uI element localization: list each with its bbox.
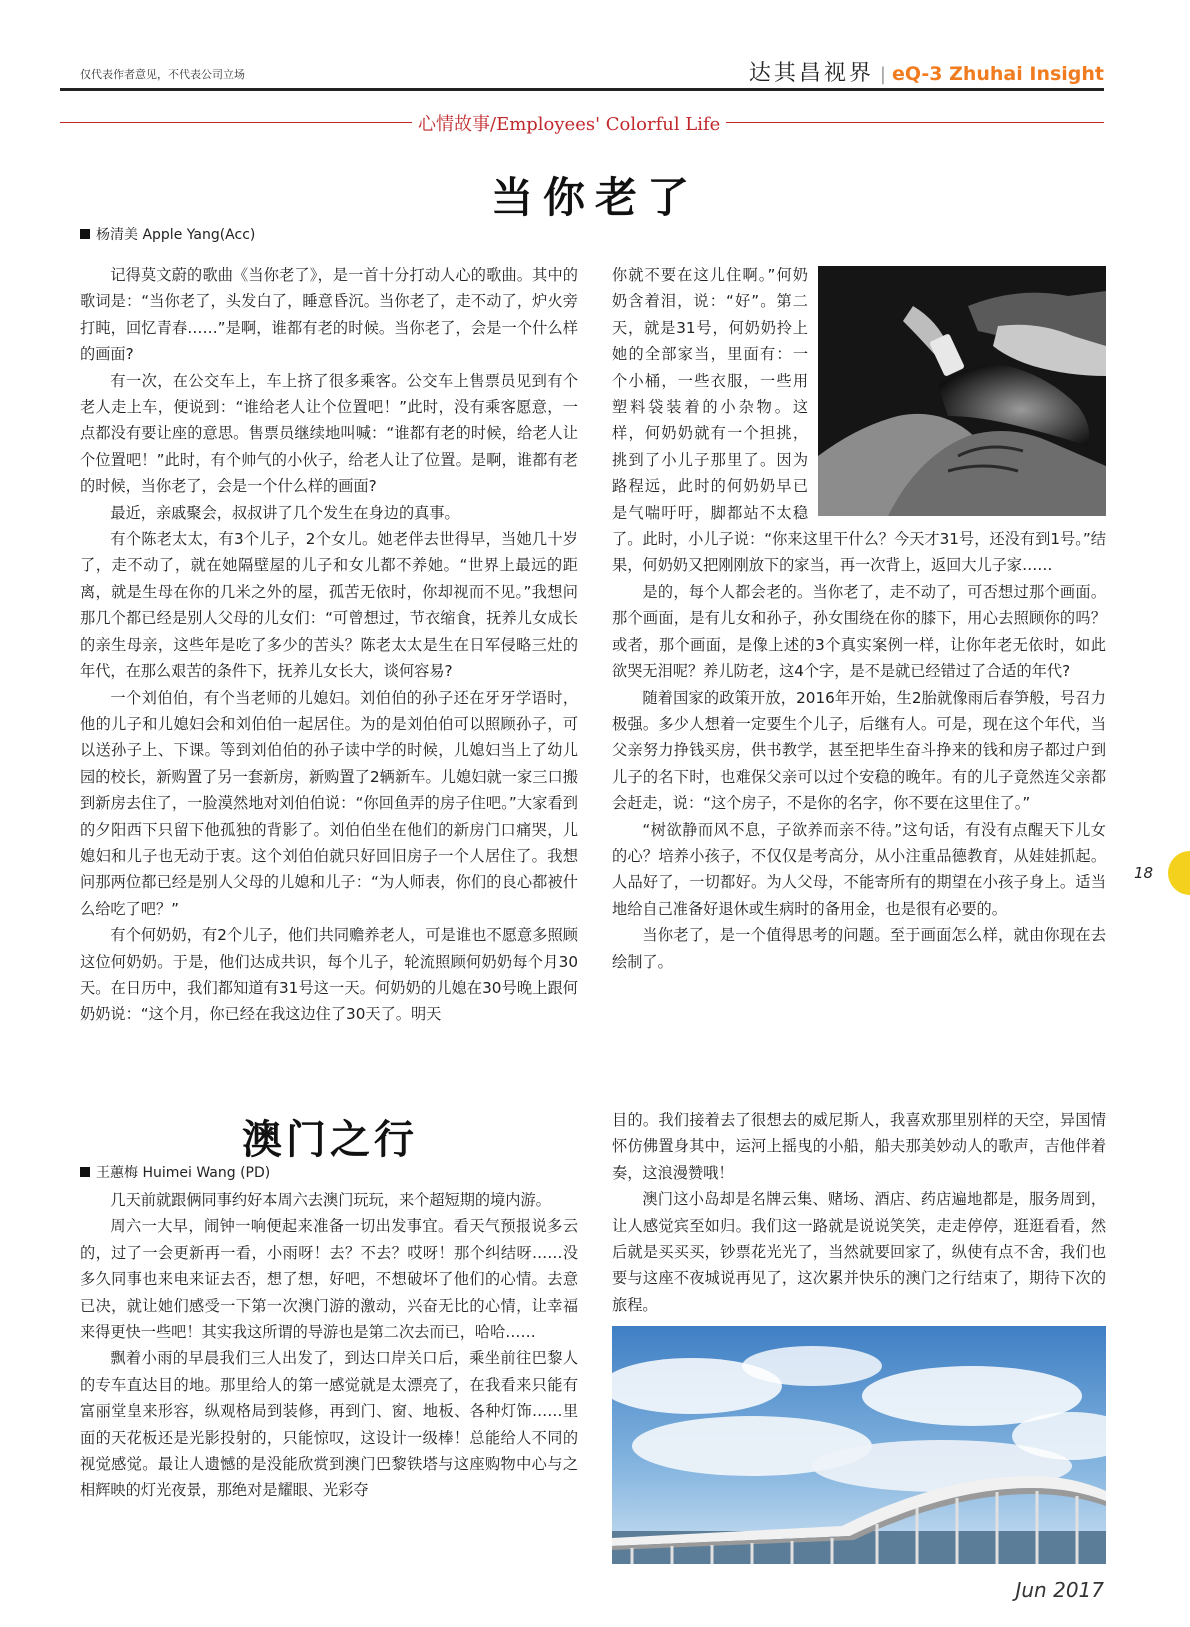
section-tag: 心情故事/Employees' Colorful Life — [412, 110, 726, 136]
square-bullet-icon — [80, 1167, 90, 1177]
paragraph: 有个陈老太太，有3个儿子，2个女儿。她老伴去世得早，当她几十岁了，走不动了，就在她隔壁屋的儿子和女儿都不养她。“世界上最远的距离，就是生母在你的几米之外的屋，孤苦无依时，你却视而不见。”我想问那几个都已经是别人父母的儿女们：“可曾想过，节衣缩食，抚养儿女成长的亲生母亲，这些年是吃了多少的苦头？陈老太太是生在日军侵略三灶的年代，在那么艰苦的条件下，抚养儿女长大，谈何容易? — [80, 530, 578, 681]
byline-text: 王蕙梅 Huimei Wang (PD) — [96, 1165, 271, 1181]
paragraph: 有个何奶奶，有2个儿子，他们共同赡养老人，可是谁也不愿意多照顾这位何奶奶。于是，他们达成共识，每个儿子，轮流照顾何奶奶每个月30天。在日历中，我们都知道有31号这一天。何奶奶的儿媳在30号晚上跟何奶奶说：“这个月，你已经在我这边住了30天了。明天 — [80, 926, 578, 1024]
article-right-column — [612, 262, 1106, 975]
paragraph-continued: 目的。我们接着去了很想去的威尼斯人，我喜欢那里别样的天空，异国情怀仿佛置身其中，运河上摇曳的小船，船夫那美妙动人的歌声，吉他伴着奏，这浪漫赞哦！ — [612, 1111, 1106, 1182]
paragraph: 有一次，在公交车上，车上挤了很多乘客。公交车上售票员见到有个老人走上车，便说到：“谁给老人让个位置吧！”此时，没有乘客愿意，一点都没有要让座的意思。售票员继续地叫喊：“谁都有老的时候，给老人让个位置吧！”此时，有个帅气的小伙子，给老人让了位置。是啊，谁都有老的时候，当你老了，会是一个什么样的画面? — [80, 371, 578, 496]
bridge-photo — [612, 1326, 1106, 1564]
page-number: 18 — [1134, 864, 1154, 882]
article-right-column — [612, 1107, 1106, 1318]
paragraph: 当你老了，是一个值得思考的问题。至于画面怎么样，就由你现在去绘制了。 — [612, 926, 1106, 971]
paragraph: 飘着小雨的早晨我们三人出发了，到达口岸关口后，乘坐前往巴黎人的专车直达目的地。那里给人的第一感觉就是太漂亮了，在我看来只能有富丽堂皇来形容，纵观格局到装修，再到门、窗、地板、各种灯饰……里面的天花板还是光影投射的，只能惊叹，这设计一级棒！总能给人不同的视觉感觉。最让人遗憾的是没能欣赏到澳门巴黎铁塔与这座购物中心与之相辉映的灯光夜景，那绝对是耀眼、光彩夺 — [80, 1349, 578, 1500]
paragraph: 周六一大早，闹钟一响便起来准备一切出发事宜。看天气预报说多云的，过了一会更新再一看，小雨呀！去？不去？哎呀！那个纠结呀……没多久同事也来电来证去否，想了想，好吧，不想破坏了他们的心情。去意已决，就让她们感受一下第一次澳门游的激动，兴奋无比的心情，让幸福来得更快一些吧！其实我这所谓的导游也是第二次去而已，哈哈…… — [80, 1217, 578, 1342]
paragraph: 几天前就跟俩同事约好本周六去澳门玩玩，来个超短期的境内游。 — [110, 1191, 551, 1209]
article-left-column — [80, 1187, 578, 1504]
issue-date: Jun 2017 — [1015, 1578, 1104, 1602]
article-title: 澳门之行 — [242, 1116, 418, 1163]
article-title: 当你老了 — [490, 173, 699, 222]
paragraph: 随着国家的政策开放，2016年开始，生2胎就像雨后春笋般，号召力极强。多少人想着一定要生个儿子，后继有人。可是，现在这个年代，当父亲努力挣钱买房，供书教学，甚至把毕生奋斗挣来的钱和房子都过户到儿子的名下时，也难保父亲可以过个安稳的晚年。有的儿子竟然连父亲都会赶走，说：“这个房子，不是你的名字，你不要在这里住了。” — [612, 688, 1106, 813]
square-bullet-icon — [80, 229, 90, 239]
paragraph: 记得莫文蔚的歌曲《当你老了》，是一首十分打动人心的歌曲。其中的歌词是：“当你老了，头发白了，睡意昏沉。当你老了，走不动了，炉火旁打盹，回忆青春……”是啊，谁都有老的时候。当你老了，会是一个什么样的画面? — [80, 266, 578, 364]
paragraph: 是的，每个人都会老的。当你老了，走不动了，可否想过那个画面。那个画面，是有儿女和孙子，孙女围绕在你的膝下，用心去照顾你的吗？或者，那个画面，是像上述的3个真实案例一样，让你年老无依时，如此欲哭无泪呢？养儿防老，这4个字，是不是就已经错过了合适的年代? — [612, 582, 1106, 681]
page-tab-marker — [1168, 851, 1190, 895]
hands-photo — [818, 266, 1106, 516]
header-rule — [60, 88, 1104, 91]
paragraph: 澳门这小岛却是名牌云集、赌场、酒店、药店遍地都是，服务周到，让人感觉宾至如归。我们这一路就是说说笑笑，走走停停，逛逛看看，然后就是买买买，钞票花光光了，当然就要回家了，纵使有点不舍，我们也要与这座不夜城说再见了，这次累并快乐的澳门之行结束了，期待下次的旅程。 — [612, 1190, 1106, 1314]
paragraph-continued: 你就不要在这儿住啊。”何奶奶含着泪，说：“好”。第二天，就是31号，何奶奶拎上她的全部家当，里面有：一个小桶，一些衣服，一些用塑料袋装着的小杂物。这样，何奶奶就有一个担挑，挑到了小儿子那里了。因为路程远，此时的何奶奶早已是气喘吁吁，脚都站不太稳了。此时，小儿子说：“你来这里干什么？今天才31号，还没有到1号。”结果，何奶奶又把刚刚放下的家当，再一次背上，返回大儿子家…… — [612, 266, 1106, 575]
byline-text: 杨清美 Apple Yang(Acc) — [96, 227, 256, 243]
brand-en: eQ-3 Zhuhai Insight — [891, 63, 1104, 85]
brand-separator: | — [879, 64, 886, 85]
article-byline — [80, 1162, 270, 1182]
disclaimer-text: 仅代表作者意见，不代表公司立场 — [80, 68, 245, 81]
brand-cn: 达其昌视界 — [748, 61, 874, 86]
paragraph: “树欲静而风不息，子欲养而亲不待。”这句话，有没有点醒天下儿女的心？培养小孩子，不仅仅是考高分，从小注重品德教育，从娃娃抓起。人品好了，一切都好。为人父母，不能寄所有的期望在小孩子身上。适当地给自己准备好退休或生病时的备用金，也是很有必要的。 — [612, 820, 1106, 918]
paragraph: 一个刘伯伯，有个当老师的儿媳妇。刘伯伯的孙子还在牙牙学语时，他的儿子和儿媳妇会和刘伯伯一起居住。为的是刘伯伯可以照顾孙子，可以送孙子上、下课。等到刘伯伯的孙子读中学的时候，儿媳妇当上了幼儿园的校长，新购置了另一套新房，新购置了2辆新车。儿媳妇就一家三口搬到新房去住了，一脸漠然地对刘伯伯说：“你回鱼弄的房子住吧。”大家看到的夕阳西下只留下他孤独的背影了。刘伯伯坐在他们的新房门口痛哭，儿媳妇和儿子也无动于衷。这个刘伯伯就只好回旧房子一个人居住了。我想问那两位都已经是别人父母的儿媳和儿子：“为人师表，你们的良心都被什么给吃了吧？” — [80, 688, 578, 918]
article-left-column — [80, 262, 578, 1028]
paragraph: 最近，亲戚聚会，叔叔讲了几个发生在身边的真事。 — [110, 503, 460, 522]
article-byline — [80, 224, 255, 244]
brand-logo — [749, 56, 1104, 87]
